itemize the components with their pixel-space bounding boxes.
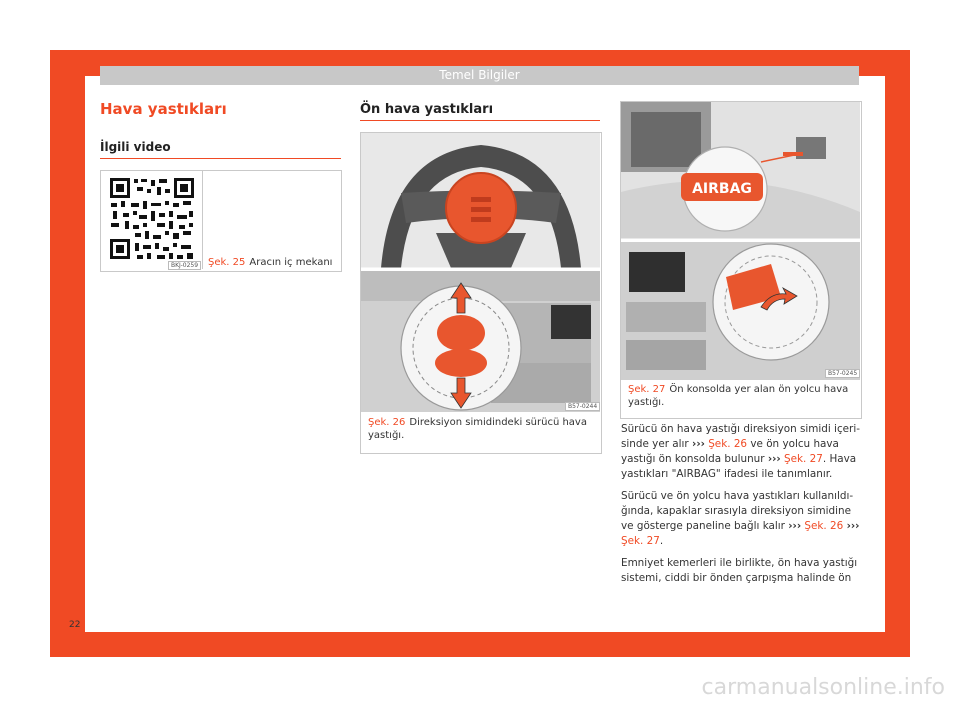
paragraph-1-c: . Hava yastıkları "AIRBAG" ifadesi ile tanımlanır. [621,453,857,480]
figure-27-number: Şek. 27 [628,384,666,395]
figure-27-code: B57-0245 [825,369,860,378]
body-text [621,422,861,593]
airbag-badge: AIRBAG [692,181,752,197]
paragraph-2-c: . [659,535,664,547]
figure-27-caption [628,383,853,409]
figure-25-code: BKJ-0259 [168,261,201,270]
subsection-rule [100,158,341,159]
reference-arrow-icon: ››› [788,520,802,532]
reference-link[interactable]: Şek. 27 [621,535,660,547]
qr-code-icon [101,171,202,269]
watermark: carmanualsonline.info [701,675,945,700]
paragraph-1-a: Sürücü ön hava yastığı direksiyon simidi içeri-sinde yer alır [621,423,860,450]
front-airbags-title: Ön hava yastıkları [360,102,494,117]
reference-arrow-icon: ››› [692,438,705,450]
figure-26-caption [368,416,588,442]
figure-26-code: B57-0244 [565,402,600,411]
paragraph-3: Emniyet kemerleri ile birlikte, ön hava yastığı sistemi, ciddi bir önden çarpışma halinde ön [621,557,858,584]
section-title: Hava yastıkları [100,100,227,118]
front-airbags-rule [360,120,600,121]
paragraph-1-b: ve ön yolcu hava yastığı ön konsolda bulunur [621,438,839,465]
reference-link[interactable]: Şek. 27 [784,453,823,465]
chapter-header: Temel Bilgiler [100,66,859,85]
steering-wheel-illustration [361,133,600,412]
figure-25-text: Aracın iç mekanı [249,257,333,268]
reference-arrow-icon: ››› [767,453,781,465]
reference-arrow-icon: ››› [846,520,860,532]
page-number: 22 [69,620,81,630]
figure-27-text: Ön konsolda yer alan ön yolcu hava yastığı. [628,384,849,408]
paragraph-1 [621,422,861,482]
figure-26-text: Direksiyon simidindeki sürücü hava yastığı. [368,417,587,441]
reference-link[interactable]: Şek. 26 [708,438,748,450]
reference-link[interactable]: Şek. 26 [804,520,844,532]
paragraph-2 [621,489,861,549]
subsection-title: İlgili video [100,140,171,154]
figure-26-number: Şek. 26 [368,417,406,428]
figure-25-caption [208,256,332,269]
figure-25-number: Şek. 25 [208,257,246,268]
qr-code-panel[interactable] [101,171,203,269]
passenger-airbag-illustration [621,102,860,380]
paragraph-2-a: Sürücü ve ön yolcu hava yastıkları kullanıldı-ğında, kapaklar sırasıyla direksiyon simidine ve gösterge paneline bağlı kalır [621,490,854,532]
